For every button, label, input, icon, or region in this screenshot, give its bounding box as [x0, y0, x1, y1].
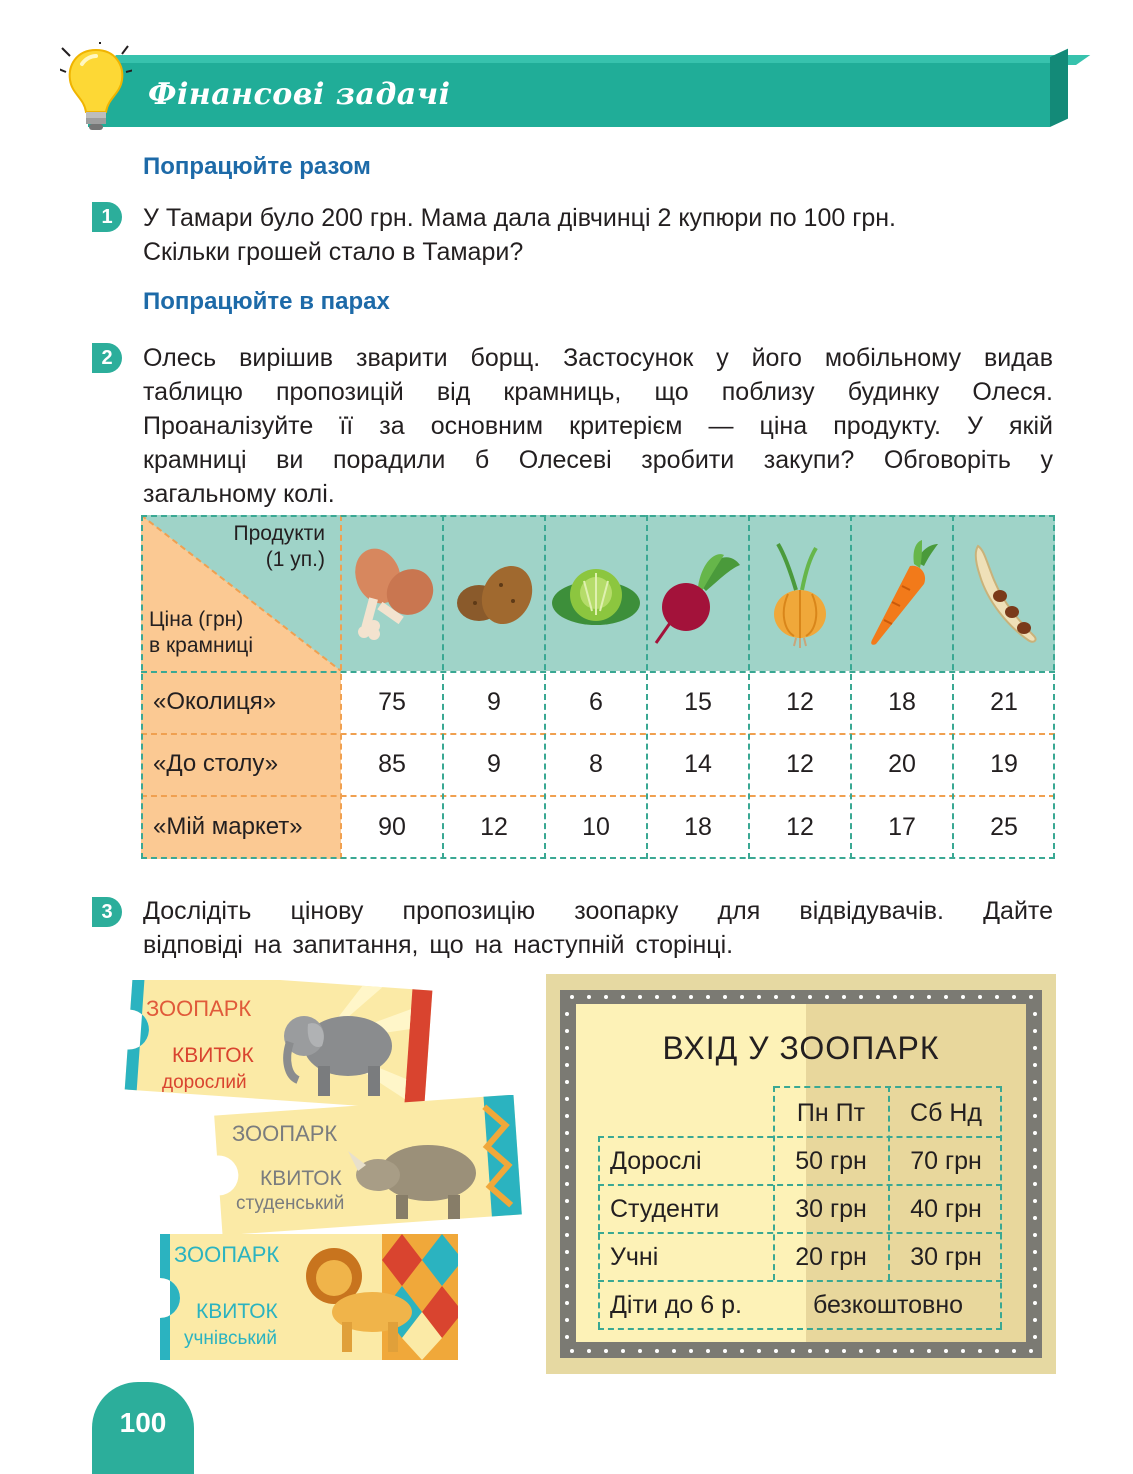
corner-products-label: Продукти (1 уп.): [233, 522, 325, 571]
store-label: «Мій маркет»: [141, 795, 341, 859]
ticket-pupil: [152, 1230, 462, 1360]
price-cell: 70 грн: [910, 1146, 982, 1175]
price-cell: 75: [342, 671, 442, 733]
store-label: «Околиця»: [141, 671, 341, 733]
price-cell: 17: [852, 795, 952, 859]
zoo-board-title: ВХІД У ЗООПАРК: [662, 1030, 940, 1066]
task-line: Олесь вирішив зварити борщ. Застосунок у його мобільному видав: [143, 344, 1053, 372]
price-table: [141, 515, 1055, 859]
ticket-type-label: студенський: [236, 1193, 345, 1214]
ticket-student: [208, 1095, 530, 1235]
task-1-text: [143, 201, 1053, 269]
section-banner: [88, 55, 1076, 129]
task-line: Дослідіть цінову пропозицію зоопарку для відвідувачів. Дайте: [143, 897, 1053, 925]
section-title: Фінансові задачі: [148, 77, 451, 112]
price-cell: 19: [954, 733, 1054, 795]
price-cell: 12: [750, 733, 850, 795]
task-line: загальному колі.: [143, 480, 335, 508]
task-number-1: 1: [92, 202, 122, 232]
price-cell: 12: [444, 795, 544, 859]
price-cell: 25: [954, 795, 1054, 859]
row-label: Діти до 6 р.: [610, 1290, 742, 1319]
price-cell: 20 грн: [795, 1242, 867, 1271]
price-cell: 12: [750, 671, 850, 733]
price-cell: 8: [546, 733, 646, 795]
price-cell: 40 грн: [910, 1194, 982, 1223]
ticket-kind-label: КВИТОК: [196, 1300, 278, 1323]
task-2-text: [143, 341, 1053, 511]
price-cell: 9: [444, 671, 544, 733]
task-line: відповіді на запитання, що на наступній сторінці.: [143, 931, 734, 959]
price-cell: 9: [444, 733, 544, 795]
row-label: Дорослі: [610, 1146, 702, 1175]
task-line: У Тамари було 200 грн. Мама дала дівчинці 2 купюри по 100 грн.: [143, 204, 896, 232]
task-line: Скільки грошей стало в Тамари?: [143, 238, 524, 266]
price-cell: 85: [342, 733, 442, 795]
task-line: крамниці ви порадили б Олесеві зробити закупи? Обговоріть у: [143, 446, 1053, 474]
ticket-type-label: дорослий: [162, 1072, 247, 1093]
price-cell: 20: [852, 733, 952, 795]
ticket-kind-label: КВИТОК: [260, 1167, 342, 1190]
task-3-text: [143, 894, 1053, 962]
corner-price-label: Ціна (грн) в крамниці: [149, 608, 253, 657]
price-cell: 18: [852, 671, 952, 733]
col-weekend: Сб Нд: [910, 1098, 982, 1127]
row-label: Учні: [610, 1242, 659, 1271]
ticket-zoo-label: ЗООПАРК: [232, 1121, 338, 1146]
heading-work-together: Попрацюйте разом: [143, 153, 371, 180]
price-cell: 30 грн: [910, 1242, 982, 1271]
row-label: Студенти: [610, 1194, 720, 1223]
price-cell: 15: [648, 671, 748, 733]
price-cell: 21: [954, 671, 1054, 733]
price-cell: 50 грн: [795, 1146, 867, 1175]
ticket-type-label: учнівський: [184, 1328, 277, 1349]
page-number: 100: [92, 1382, 194, 1474]
price-cell: 30 грн: [795, 1194, 867, 1223]
heading-work-in-pairs: Попрацюйте в парах: [143, 288, 390, 315]
store-label: «До столу»: [141, 733, 341, 795]
free-cell: безкоштовно: [812, 1290, 964, 1319]
ticket-zoo-label: ЗООПАРК: [146, 996, 252, 1021]
price-cell: 10: [546, 795, 646, 859]
price-cell: 18: [648, 795, 748, 859]
price-cell: 14: [648, 733, 748, 795]
price-cell: 12: [750, 795, 850, 859]
zoo-price-board: [546, 974, 1056, 1374]
task-line: Проаналізуйте її за основним критерієм — ціна продукту. У якій: [143, 412, 1053, 440]
ticket-kind-label: КВИТОК: [172, 1044, 254, 1067]
col-weekdays: Пн Пт: [796, 1098, 866, 1127]
price-cell: 90: [342, 795, 442, 859]
lightbulb-icon: [60, 42, 132, 138]
task-number-3: 3: [92, 897, 122, 927]
ticket-zoo-label: ЗООПАРК: [174, 1242, 280, 1267]
price-cell: 6: [546, 671, 646, 733]
task-number-2: 2: [92, 343, 122, 373]
task-line: таблицю пропозицій від крамниць, що поблизу будинку Олеся.: [143, 378, 1053, 406]
